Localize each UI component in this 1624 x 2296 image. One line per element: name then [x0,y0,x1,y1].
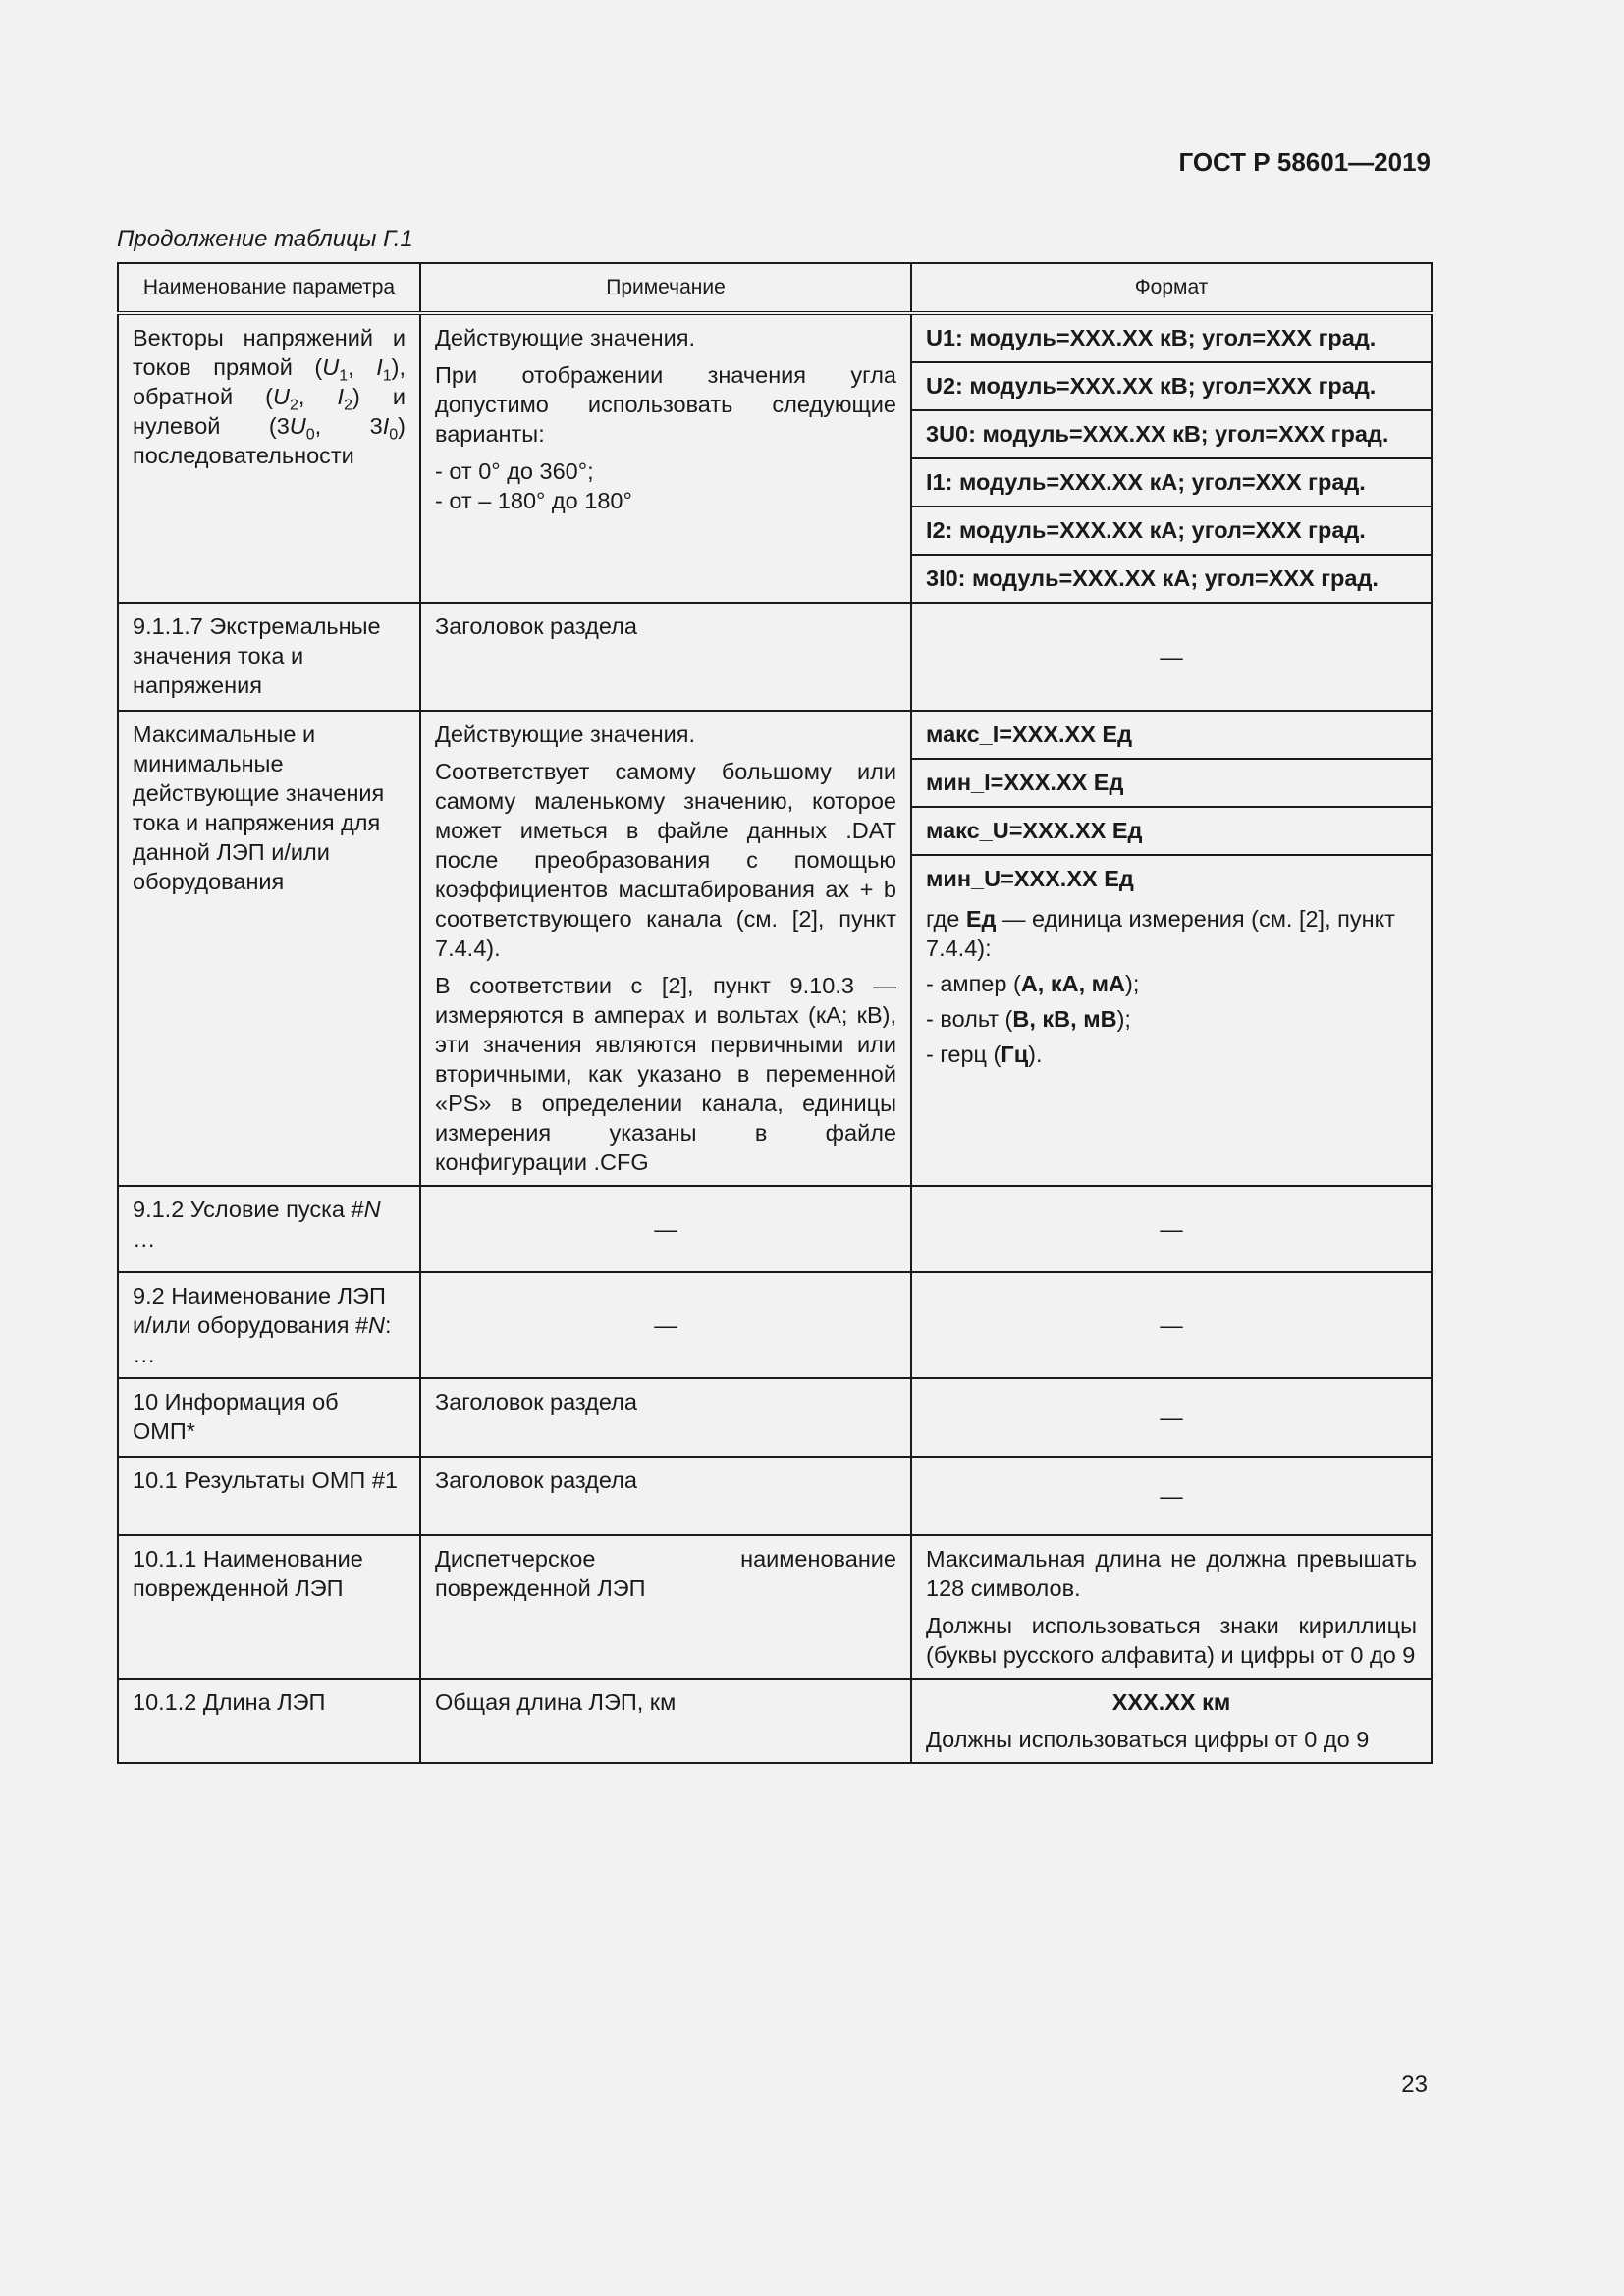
param-format: — [911,1186,1432,1272]
note-line: Соответствует самому большому или самому маленькому значению, которое может иметься в файле данных .DAT после преобразования с помощью коэффициентов масштабирования ax + b соответствующего канала (см. [2], пункт 7.4.4). [435,759,896,961]
param-note: Заголовок раздела [420,1378,911,1457]
format-line: I2: модуль=XXX.XX кА; угол=XXX град. [912,507,1431,556]
param-name: 10.1.1 Наименование поврежденной ЛЭП [118,1535,420,1679]
format-line: макс_U=XXX.XX Ед [912,808,1431,856]
page-number: 23 [1401,2071,1428,2098]
format-line: 3I0: модуль=XXX.XX кА; угол=XXX град. [926,565,1379,591]
param-note: Диспетчерское наименование поврежденной ЛЭП [420,1535,911,1679]
table-header-row [118,263,1432,313]
param-note [420,313,911,603]
param-format: — [911,1457,1432,1535]
param-name: Максимальные и минимальные действующие значения тока и напряжения для данной ЛЭП и/или оборудования [118,711,420,1186]
param-format [911,1679,1432,1763]
param-note: Заголовок раздела [420,1457,911,1535]
format-line: макс_I=XXX.XX Ед [912,712,1431,760]
param-name: 9.1.1.7 Экстремальные значения тока и напряжения [118,603,420,711]
format-line: U2: модуль=XXX.XX кВ; угол=XXX град. [912,363,1431,411]
format-line: U1: модуль=XXX.XX кВ; угол=XXX град. [912,315,1431,363]
column-header-note: Примечание [420,263,911,313]
table-row [118,1457,1432,1535]
format-units [912,896,1431,1079]
table-row [118,1378,1432,1457]
param-note: — [420,1186,911,1272]
param-name: 9.1.2 Условие пуска #N … [118,1186,420,1272]
format-line: Максимальная длина не должна превышать 128 символов. [926,1546,1417,1601]
table-caption: Продолжение таблицы Г.1 [117,226,413,252]
param-note [420,711,911,1186]
format-line: мин_I=XXX.XX Ед [912,760,1431,808]
param-note: — [420,1272,911,1378]
format-line: мин_U=XXX.XX Ед [926,866,1134,891]
table-row [118,1186,1432,1272]
unit-bullet: - ампер (А, кА, мА); [926,971,1140,996]
unit-bullet: - вольт (В, кВ, мВ); [926,1006,1131,1032]
units-where: где Ед — единица измерения (см. [2], пункт 7.4.4): [926,906,1395,961]
param-note: Общая длина ЛЭП, км [420,1679,911,1763]
note-bullet: - от – 180° до 180° [435,488,632,513]
param-name: 10 Информация об ОМП* [118,1378,420,1457]
column-header-name: Наименование параметра [118,263,420,313]
note-line: Действующие значения. [435,721,696,747]
document-code: ГОСТ Р 58601—2019 [1178,147,1431,177]
format-line: Должны использоваться цифры от 0 до 9 [926,1727,1370,1752]
param-format [911,313,1432,603]
note-bullet: - от 0° до 360°; [435,458,594,484]
param-format: — [911,1378,1432,1457]
note-line: В соответствии с [2], пункт 9.10.3 — измеряются в амперах и вольтах (кА; кВ), эти значения являются первичными или вторичными, как указано в переменной «PS» в определении канала, единицы измерения указаны в файле конфигурации .CFG [435,973,896,1175]
format-line: I1: модуль=XXX.XX кА; угол=XXX град. [912,459,1431,507]
param-note: Заголовок раздела [420,603,911,711]
param-name: 9.2 Наименование ЛЭП и/или оборудования #N: … [118,1272,420,1378]
param-name: 10.1 Результаты ОМП #1 [118,1457,420,1535]
parameters-table [117,262,1433,1764]
format-line: Должны использоваться знаки кириллицы (буквы русского алфавита) и цифры от 0 до 9 [926,1613,1417,1668]
note-line: Действующие значения. [435,325,696,350]
column-header-format: Формат [911,263,1432,313]
param-name-text: Векторы напряжений и токов прямой ( [133,325,406,380]
table-row [118,313,1432,603]
format-line: 3U0: модуль=XXX.XX кВ; угол=XXX град. [912,411,1431,459]
param-format: — [911,603,1432,711]
param-name: 10.1.2 Длина ЛЭП [118,1679,420,1763]
table-row [118,1272,1432,1378]
table-row [118,711,1432,1186]
unit-bullet: - герц (Гц). [926,1041,1043,1067]
table-row [118,1535,1432,1679]
param-format: — [911,1272,1432,1378]
format-line: XXX.XX км [1111,1689,1231,1715]
param-format [911,1535,1432,1679]
table-row [118,603,1432,711]
note-line: При отображении значения угла допустимо использовать следующие варианты: [435,362,896,447]
table-row [118,1679,1432,1763]
param-name: Векторы напряжений и токов прямой ($U_1$, $I_1$), обратной ($U_2$, $I_2$) и нулевой ($3U_0$, $3I_0$) последовательности [118,313,420,603]
param-format [911,711,1432,1186]
